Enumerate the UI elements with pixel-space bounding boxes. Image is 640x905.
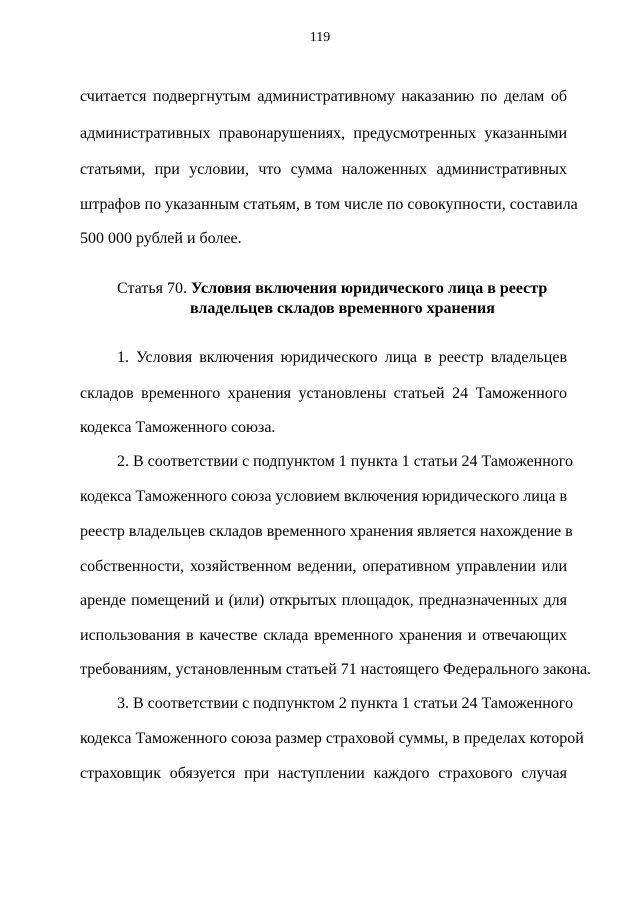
- article-title-line2: владельцев складов временного хранения: [190, 300, 495, 317]
- text-line: использования в качестве склада временного хранения и отвечающих: [80, 627, 567, 644]
- text-line: 500 000 рублей и более.: [80, 230, 242, 247]
- article-title-line2-wrap: [190, 299, 495, 319]
- text-line: 1. Условия включения юридического лица в реестр владельцев: [117, 349, 567, 366]
- text-line: кодекса Таможенного союза.: [80, 419, 276, 436]
- article-heading: [117, 279, 547, 299]
- page-number: 119: [309, 30, 331, 45]
- text-line: требованиям, установленным статьей 71 настоящего Федерального закона.: [80, 661, 592, 678]
- article-title-line1: Условия включения юридического лица в реестр: [190, 280, 548, 297]
- text-line: статьями, при условии, что сумма наложенных административных: [80, 161, 567, 178]
- text-line: собственности, хозяйственном ведении, оперативном управлении или: [80, 558, 567, 575]
- text-line: кодекса Таможенного союза размер страховой суммы, в пределах которой: [80, 730, 584, 747]
- text-line: складов временного хранения установлены статьей 24 Таможенного: [80, 385, 567, 402]
- text-line: аренде помещений и (или) открытых площадок, предназначенных для: [80, 592, 567, 609]
- text-line: считается подвергнутым административному наказанию по делам об: [80, 88, 567, 105]
- text-line: 3. В соответствии с подпунктом 2 пункта 1 статьи 24 Таможенного: [117, 695, 573, 712]
- text-line: реестр владельцев складов временного хранения является нахождение в: [80, 523, 573, 540]
- text-line: 2. В соответствии с подпунктом 1 пункта 1 статьи 24 Таможенного: [117, 453, 573, 470]
- text-line: административных правонарушениях, предусмотренных указанными: [80, 125, 567, 142]
- text-line: страховщик обязуется при наступлении каждого страхового случая: [80, 765, 567, 782]
- text-line: кодекса Таможенного союза условием включения юридического лица в: [80, 488, 567, 505]
- text-line: штрафов по указанным статьям, в том числе по совокупности, составила: [80, 196, 578, 213]
- article-prefix: Статья 70.: [117, 280, 187, 297]
